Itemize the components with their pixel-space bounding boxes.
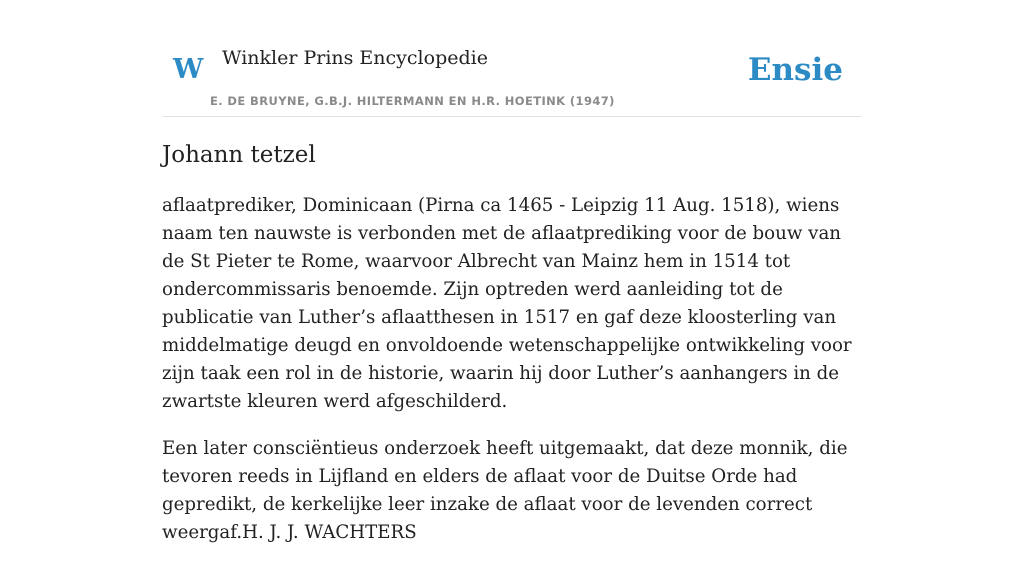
article-title: Johann tetzel xyxy=(162,142,316,168)
article-body xyxy=(162,192,862,566)
logo-w-icon[interactable]: W xyxy=(173,54,204,85)
article-paragraph: Een later consciëntieus onderzoek heeft uitgemaakt, dat deze monnik, die tevoren reeds in Lijfland en elders de aflaat voor de Duitse Orde had gepredikt, de kerkelijke leer inzake de aflaat voor de levenden correct weergaf.H. J. J. WACHTERS xyxy=(162,438,848,543)
ensie-brand-logo[interactable]: Ensie xyxy=(747,52,843,88)
authors-line: E. DE BRUYNE, G.B.J. HILTERMANN EN H.R. HOETINK (1947) xyxy=(210,94,615,108)
site-title[interactable]: Winkler Prins Encyclopedie xyxy=(222,47,488,69)
site-header xyxy=(162,0,862,117)
article-paragraph: aflaatprediker, Dominicaan (Pirna ca 1465 - Leipzig 11 Aug. 1518), wiens naam ten nauwste is verbonden met de aflaatprediking voor de bouw van de St Pieter te Rome, waarvoor Albrecht van Mainz hem in 1514 tot ondercommissaris benoemde. Zijn optreden werd aanleiding tot de publicatie van Luther’s aflaatthesen in 1517 en gaf deze kloosterling van middelmatige deugd en onvoldoende wetenschappelijke ontwikkeling voor zijn taak een rol in de historie, waarin hij door Luther’s aanhangers in de zwartste kleuren werd afgeschilderd. xyxy=(162,195,852,412)
